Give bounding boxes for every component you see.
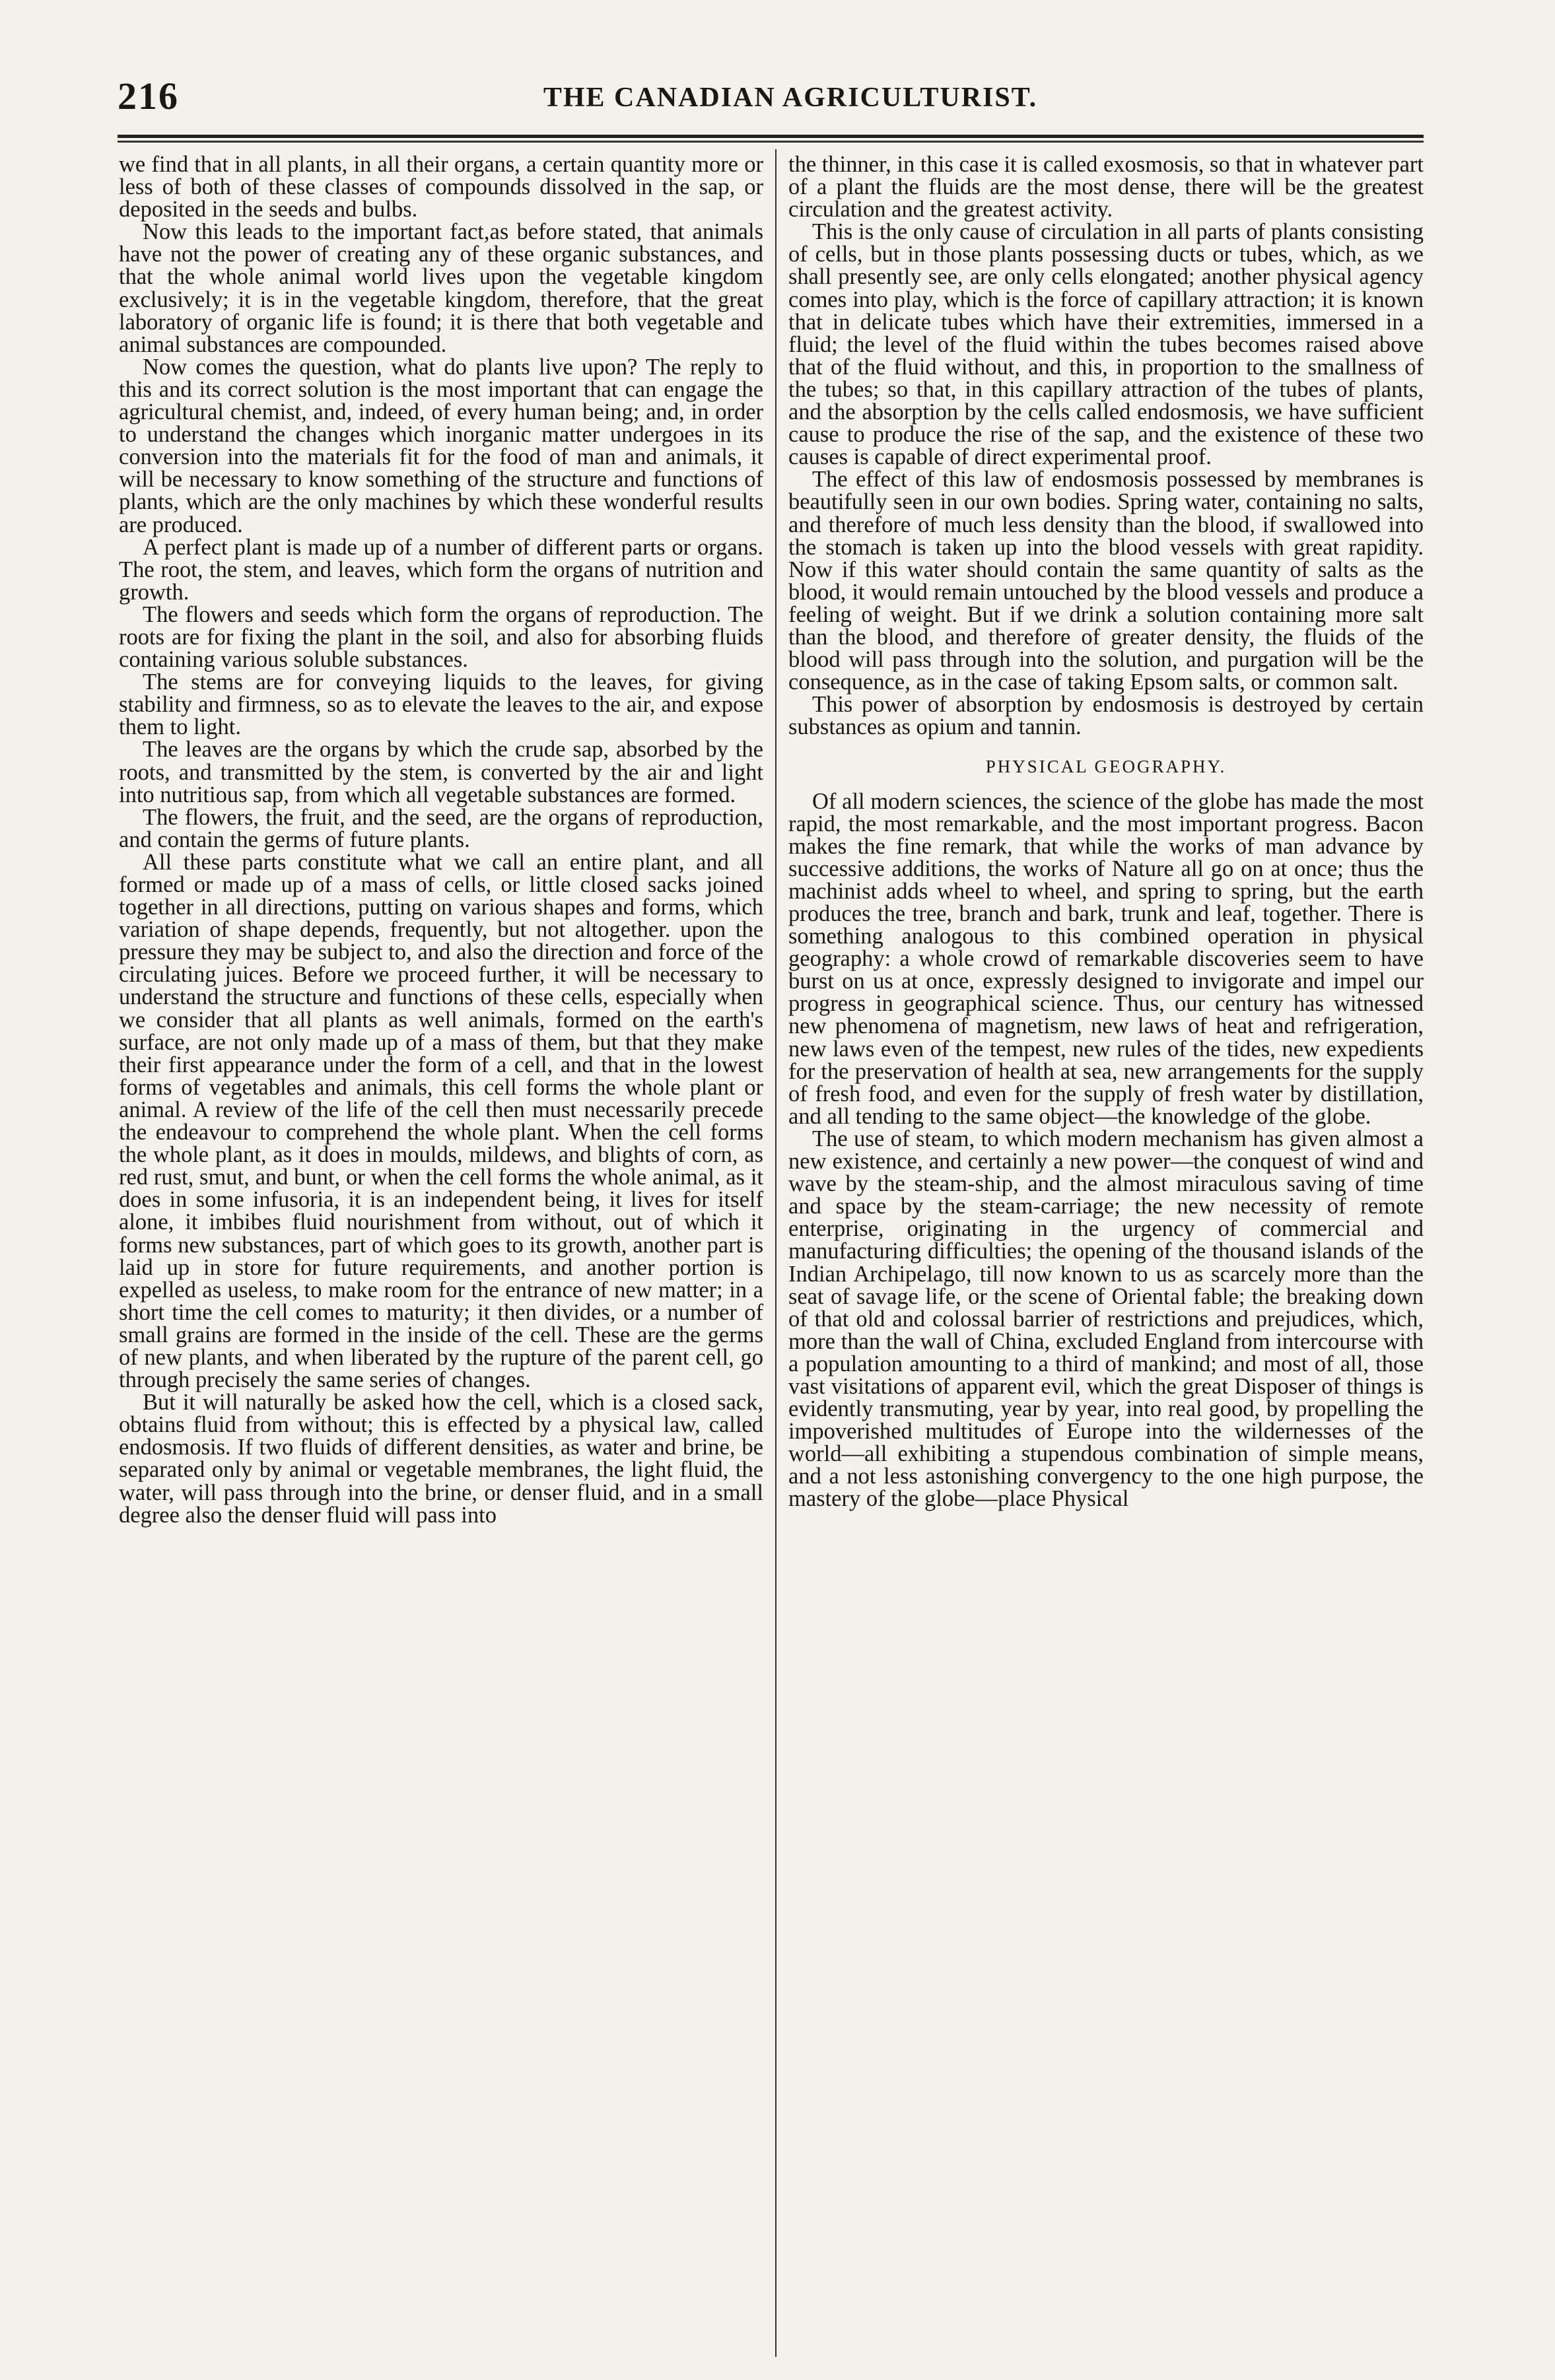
paragraph: This is the only cause of circulation in all parts of plants consisting of cells, but in those plants possessing ducts or tubes, which, as we shall presently see, are only cells elongated; another physical agency comes into play, which is the force of capillary attraction; it is known that in delicate tubes which have their extremities, immersed in a fluid; the level of the fluid within the tubes becomes raised above that of the fluid without, and this, in proportion to the smallness of the tubes; so that, in this capillary attraction of the tubes of plants, and the absorption by the cells called endosmosis, we have sufficient cause to produce the rise of the sap, and the existence of these two causes is capable of direct experimental proof.	[788, 219, 1424, 470]
paragraph: The use of steam, to which modern mechanism has given almost a new existence, and certainly a new power—the conquest of wind and wave by the steam-ship, and the almost miraculous saving of time and space by the steam-carriage; the new necessity of remote enterprise, originating in the urgency of commercial and manufacturing difficulties; the opening of the thousand islands of the Indian Archipelago, till now known to us as scarcely more than the seat of savage life, or the scene of Oriental fable; the breaking down of that old and colossal barrier of restrictions and prejudices, which, more than the wall of China, excluded England from intercourse with a population amounting to a third of mankind; and most of all, those vast visitations of apparent evil, which the great Disposer of things is evidently transmuting, year by year, into real good, by propelling the impoverished multitudes of Europe into the wildernesses of the world—all exhibiting a stupendous combination of simple means, and a not less astonishing convergency to the one high purpose, the mastery of the globe—place Physical	[788, 1126, 1424, 1512]
paragraph: The flowers, the fruit, and the seed, are the organs of reproduction, and contain the germs of future plants.	[119, 804, 763, 852]
paragraph: we find that in all plants, in all their organs, a certain quantity more or less of both of these classes of compounds dissolved in the sap, or deposited in the seeds and bulbs.	[119, 153, 763, 222]
running-title: THE CANADIAN AGRICULTURIST.	[543, 83, 1038, 113]
paragraph: The leaves are the organs by which the crude sap, absorbed by the roots, and transmitted by the stem, is converted by the air and light into nutritious sap, from which all vegetable substances are formed.	[119, 737, 763, 807]
page-number: 216	[118, 75, 179, 118]
page-header	[118, 74, 1424, 133]
paragraph: All these parts constitute what we call an entire plant, and all formed or made up of a mass of cells, or little closed sacks joined together in all directions, putting on various shapes and forms, which variation of shape depends, frequently, but not altogether. upon the pressure they may be subject to, and also the direction and force of the circulating juices. Before we proceed further, it will be necessary to understand the structure and functions of these cells, especially when we consider that all plants as well animals, formed on the earth's surface, are not only made up of a mass of them, but that they make their first appearance under the form of a cell, and that in the lowest forms of vegetables and animals, this cell forms the whole plant or animal. A review of the life of the cell then must necessarily precede the endeavour to comprehend the whole plant. When the cell forms the whole plant, as it does in moulds, mildews, and blights of corn, as red rust, smut, and bunt, or when the cell forms the whole animal, as it does in some infusoria, it is an independent being, it lives for itself alone, it imbibes fluid nourishment from without, out of which it forms new substances, part of which goes to its growth, another part is laid up in store for future requirements, and another portion is expelled as useless, to make room for the entrance of new matter; in a short time the cell comes to maturity; it then divides, or a number of small grains are formed in the inside of the cell. These are the germs of new plants, and when liberated by the rupture of the parent cell, go through precisely the same series of changes.	[119, 849, 763, 1393]
paragraph: But it will naturally be asked how the cell, which is a closed sack, obtains fluid from without; this is effected by a physical law, called endosmosis. If two fluids of different densities, as water and brine, be separated only by animal or vegetable membranes, the light fluid, the water, will pass through into the brine, or denser fluid, and in a small degree also the denser fluid will pass into	[119, 1390, 763, 1528]
paragraph: the thinner, in this case it is called exosmosis, so that in whatever part of a plant the fluids are the most dense, there will be the greatest circulation and the greatest activity.	[788, 153, 1424, 222]
paragraph: This power of absorption by endosmosis is destroyed by certain substances as opium and tannin.	[788, 692, 1424, 740]
paragraph: The flowers and seeds which form the organs of reproduction. The roots are for fixing the plant in the soil, and also for absorbing fluids containing various soluble substances.	[119, 601, 763, 673]
right-column	[788, 153, 1424, 2352]
paragraph: The stems are for conveying liquids to the leaves, for giving stability and firmness, so as to elevate the leaves to the air, and expose them to light.	[119, 669, 763, 740]
header-rule-secondary	[118, 141, 1424, 143]
paragraph: Of all modern sciences, the science of the globe has made the most rapid, the most remarkable, and the most important progress. Bacon makes the fine remark, that while the works of man advance by successive additions, the works of Nature all go on at once; thus the machinist adds wheel to wheel, and spring to spring, but the earth produces the tree, branch and bark, trunk and leaf, together. There is something analogous to this combined operation in physical geography: a whole crowd of remarkable discoveries seem to have burst on us at once, expressly designed to invigorate and impel our progress in geographical science. Thus, our century has witnessed new phenomena of magnetism, new laws of heat and refrigeration, new laws even of the tempest, new rules of the tides, new expedients for the preservation of health at sea, new arrangements for the supply of fresh food, and even for the supply of fresh water by distillation, and all tending to the same object—the knowledge of the globe.	[788, 788, 1424, 1129]
column-divider	[775, 149, 777, 2357]
section-heading: PHYSICAL GEOGRAPHY.	[985, 757, 1227, 777]
paragraph: Now this leads to the important fact,as before stated, that animals have not the power of creating any of these organic substances, and that the whole animal world lives upon the vegetable kingdom exclusively; it is in the vegetable kingdom, therefore, that the great laboratory of organic life is found; it is there that both vegetable and animal substances are compounded.	[119, 219, 763, 357]
paragraph: Now comes the question, what do plants live upon? The reply to this and its correct solution is the most important that can engage the agricultural chemist, and, indeed, of every human being; and, in order to understand the changes which inorganic matter undergoes in its conversion into the materials fit for the food of man and animals, it will be necessary to know something of the structure and functions of plants, which are the only machines by which these wonderful results are produced.	[119, 354, 763, 537]
left-column	[119, 153, 763, 2352]
header-rule	[118, 135, 1424, 138]
paragraph: A perfect plant is made up of a number of different parts or organs. The root, the stem, and leaves, which form the organs of nutrition and growth.	[119, 534, 763, 605]
paragraph: The effect of this law of endosmosis possessed by membranes is beautifully seen in our own bodies. Spring water, containing no salts, and therefore of much less density than the blood, if swallowed into the stomach is taken up into the blood vessels with great rapidity. Now if this water should contain the same quantity of salts as the blood, it would remain untouched by the blood vessels and produce a feeling of weight. But if we drink a solution containing more salt than the blood, and therefore of greater density, the fluids of the blood will pass through into the solution, and purgation will be the consequence, as in the case of taking Epsom salts, or common salt.	[788, 467, 1424, 695]
